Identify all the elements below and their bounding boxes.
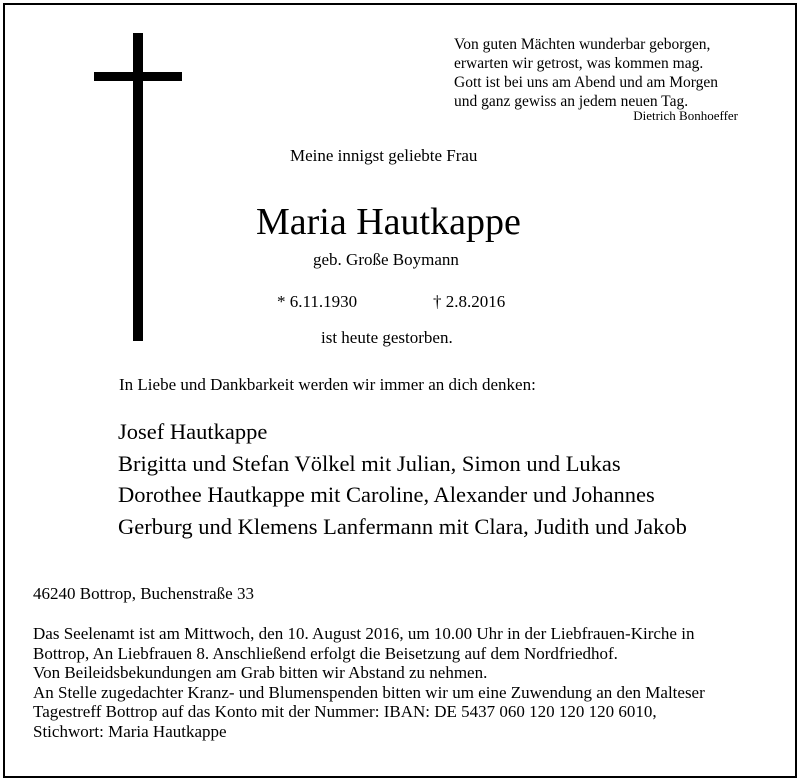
deceased-name: Maria Hautkappe [256, 201, 521, 243]
family-list [118, 416, 687, 542]
family-member: Brigitta und Stefan Völkel mit Julian, Simon und Lukas [118, 450, 621, 476]
notice-line: Stichwort: Maria Hautkappe [33, 721, 227, 741]
cross-horizontal-bar [94, 72, 182, 81]
poem-line: Von guten Mächten wunderbar geborgen, [454, 36, 711, 53]
death-date: † 2.8.2016 [433, 292, 506, 311]
dedication-text: In Liebe und Dankbarkeit werden wir immer an dich denken: [119, 375, 536, 394]
poem-line: erwarten wir getrost, was kommen mag. [454, 55, 704, 72]
family-member: Dorothee Hautkappe mit Caroline, Alexander und Johannes [118, 482, 655, 507]
poem-author: Dietrich Bonhoeffer [633, 108, 738, 123]
intro-text: Meine innigst geliebte Frau [290, 146, 478, 165]
funeral-notice [33, 624, 773, 741]
notice-line: Von Beileidsbekundungen am Grab bitten wir Abstand zu nehmen. [33, 663, 488, 682]
poem-line: Gott ist bei uns am Abend und am Morgen [454, 74, 719, 91]
notice-line: Bottrop, An Liebfrauen 8. Anschließend erfolgt die Beisetzung auf dem Nordfriedhof. [33, 643, 618, 663]
death-statement: ist heute gestorben. [321, 328, 453, 347]
family-address: 46240 Bottrop, Buchenstraße 33 [33, 584, 254, 603]
poem-line: und ganz gewiss an jedem neuen Tag. [454, 93, 689, 110]
family-member: Gerburg und Klemens Lanfermann mit Clara, Judith und Jakob [118, 513, 687, 539]
notice-line: An Stelle zugedachter Kranz- und Blumenspenden bitten wir um eine Zuwendung an den Malteser [33, 682, 705, 702]
birth-date: * 6.11.1930 [277, 292, 358, 311]
maiden-name: geb. Große Boymann [313, 250, 459, 269]
notice-line: Das Seelenamt ist am Mittwoch, den 10. August 2016, um 10.00 Uhr in der Liebfrauen-Kirche in [33, 624, 695, 643]
family-member: Josef Hautkappe [118, 419, 268, 444]
notice-line: Tagestreff Bottrop auf das Konto mit der Nummer: IBAN: DE 5437 060 120 120 120 6010, [33, 702, 657, 721]
poem-quote [454, 35, 754, 111]
